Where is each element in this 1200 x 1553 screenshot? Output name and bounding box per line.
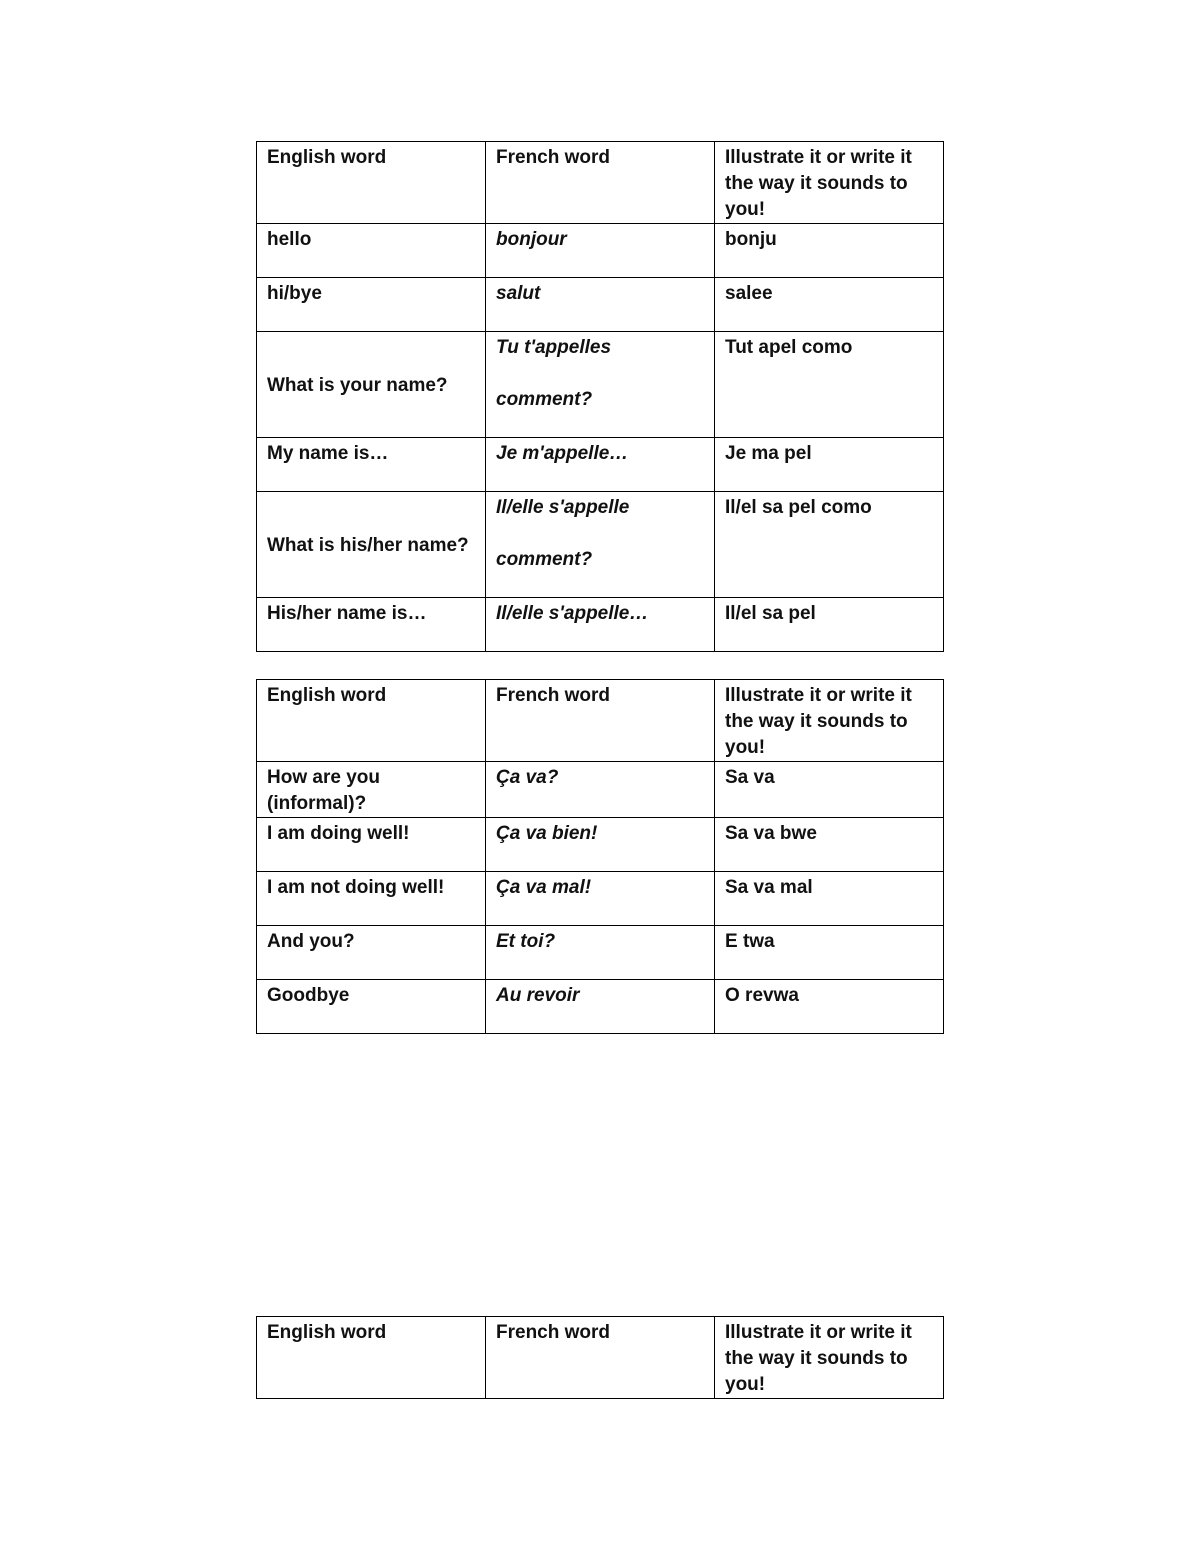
sounds-cell: Sa va <box>715 762 944 818</box>
header-english: English word <box>257 142 486 224</box>
table-row <box>257 598 944 652</box>
french-cell: Je m'appelle… <box>486 438 715 492</box>
header-english: English word <box>257 1317 486 1399</box>
french-cell: Au revoir <box>486 980 715 1034</box>
table-row <box>257 926 944 980</box>
table-row <box>257 438 944 492</box>
english-cell: How are you (informal)? <box>257 762 486 818</box>
french-cell: bonjour <box>486 224 715 278</box>
table-row <box>257 872 944 926</box>
english-cell: Goodbye <box>257 980 486 1034</box>
french-cell: Ça va mal! <box>486 872 715 926</box>
english-cell: hi/bye <box>257 278 486 332</box>
sounds-cell: Je ma pel <box>715 438 944 492</box>
english-cell: hello <box>257 224 486 278</box>
french-cell: Et toi? <box>486 926 715 980</box>
vocab-table-3 <box>256 1316 944 1399</box>
english-cell: I am not doing well! <box>257 872 486 926</box>
french-cell: salut <box>486 278 715 332</box>
header-english: English word <box>257 680 486 762</box>
french-line: comment? <box>496 389 593 410</box>
table-row <box>257 818 944 872</box>
sounds-cell: salee <box>715 278 944 332</box>
french-cell <box>486 492 715 598</box>
vocab-table-1 <box>256 141 944 652</box>
table-row <box>257 224 944 278</box>
table-row <box>257 278 944 332</box>
french-line: comment? <box>496 549 593 570</box>
header-illustrate: Illustrate it or write it the way it sounds to you! <box>715 680 944 762</box>
header-illustrate: Illustrate it or write it the way it sounds to you! <box>715 142 944 224</box>
vocab-table-2 <box>256 679 944 1034</box>
table-row <box>257 332 944 438</box>
header-illustrate: Illustrate it or write it the way it sounds to you! <box>715 1317 944 1399</box>
french-line: Il/elle s'appelle <box>496 497 630 518</box>
sounds-cell: Sa va mal <box>715 872 944 926</box>
header-french: French word <box>486 142 715 224</box>
table-header-row <box>257 1317 944 1399</box>
english-cell: And you? <box>257 926 486 980</box>
sounds-cell: bonju <box>715 224 944 278</box>
table-row <box>257 762 944 818</box>
sounds-cell: Il/el sa pel como <box>715 492 944 598</box>
sounds-cell: Sa va bwe <box>715 818 944 872</box>
table-header-row <box>257 142 944 224</box>
sounds-cell: Il/el sa pel <box>715 598 944 652</box>
english-cell: What is your name? <box>257 332 486 438</box>
french-cell: Ça va bien! <box>486 818 715 872</box>
english-cell: I am doing well! <box>257 818 486 872</box>
sounds-cell: E twa <box>715 926 944 980</box>
english-cell: What is his/her name? <box>257 492 486 598</box>
sounds-cell: O revwa <box>715 980 944 1034</box>
french-cell: Ça va? <box>486 762 715 818</box>
header-french: French word <box>486 1317 715 1399</box>
english-cell: My name is… <box>257 438 486 492</box>
english-cell: His/her name is… <box>257 598 486 652</box>
french-cell: Il/elle s'appelle… <box>486 598 715 652</box>
french-cell <box>486 332 715 438</box>
header-french: French word <box>486 680 715 762</box>
table-header-row <box>257 680 944 762</box>
table-row <box>257 980 944 1034</box>
sounds-cell: Tut apel como <box>715 332 944 438</box>
table-row <box>257 492 944 598</box>
french-line: Tu t'appelles <box>496 337 612 358</box>
